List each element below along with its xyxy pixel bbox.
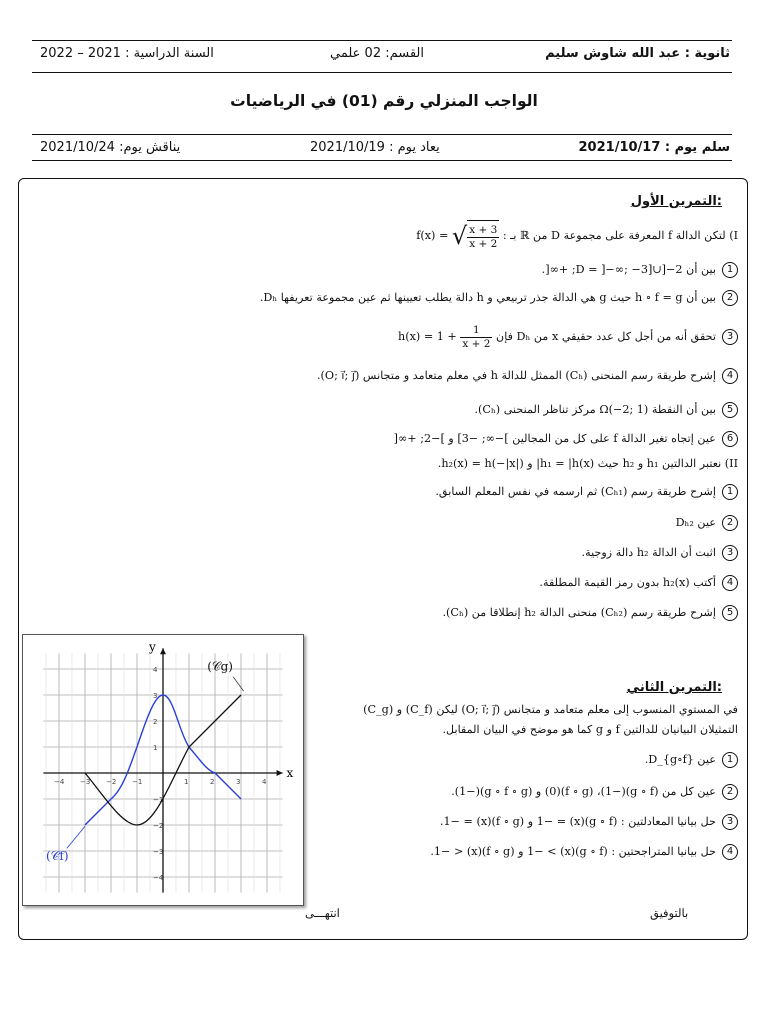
h-numerator: 1 xyxy=(460,324,492,338)
function-graph xyxy=(22,634,304,906)
item-number: 4 xyxy=(722,368,738,384)
item-text: بين أن h ∘ f = g حيث g هي الدالة جذر تربيعي و h دالة يطلب تعيينها ثم عين مجموعة تعريفها Dₕ. xyxy=(259,291,716,304)
item-number: 5 xyxy=(722,402,738,418)
header-bottom-rule xyxy=(32,160,732,161)
f-numerator: x + 3 xyxy=(469,223,498,236)
item-text: بين أن النقطة Ω(−2; 1) مركز تناظر المنحنى (Cₕ). xyxy=(474,403,716,416)
y-tick-label: −3 xyxy=(153,848,164,856)
ex1-part2-item-5 xyxy=(442,605,738,621)
x-axis-arrow xyxy=(277,770,283,776)
ex1-item-3 xyxy=(398,322,738,352)
header-top-rule xyxy=(32,40,732,41)
ex2-item-3 xyxy=(440,814,738,830)
item-text: إشرح طريقة رسم المنحنى (Cₕ) الممثل للدالة h في معلم متعامد و متجانس (O; i⃗; j⃗). xyxy=(317,369,716,382)
item-number: 4 xyxy=(722,575,738,591)
ex1-item-1 xyxy=(542,262,738,278)
y-tick-label: −4 xyxy=(153,874,164,882)
exercise1-title: التمرين الأول: xyxy=(630,194,722,209)
x-tick-label: −3 xyxy=(80,778,91,786)
f-definition xyxy=(416,222,499,250)
y-tick-label: −1 xyxy=(153,796,164,804)
item-number: 2 xyxy=(722,290,738,306)
sqrt-body xyxy=(467,220,499,252)
x-tick-label: −2 xyxy=(106,778,117,786)
f-curve-label: (𝒞f) xyxy=(46,849,69,864)
h-denominator: x + 2 xyxy=(462,337,491,350)
item-number: 2 xyxy=(722,515,738,531)
item-text: حل بيانيا المعادلتين : (g ∘ f)(x) = −1 و (f ∘ g)(x) = −1. xyxy=(439,815,716,828)
item-number: 6 xyxy=(722,431,738,447)
f-label-pointer xyxy=(67,826,85,848)
exercise2-intro-1: في المستوي المنسوب إلى معلم متعامد و متجانس (O; i⃗; j⃗) ليكن (C_f) و (C_g) xyxy=(363,703,738,716)
ex1-part2-intro: II) نعتبر الدالتين h₁ و h₂ حيث h₁ = |h(x)| و h₂(x) = h(−|x|). xyxy=(437,457,738,470)
item-number: 1 xyxy=(722,484,738,500)
x-tick-label: 3 xyxy=(236,778,241,786)
x-tick-label: 2 xyxy=(210,778,215,786)
ex1-item-4 xyxy=(317,368,738,384)
item-number: 3 xyxy=(722,814,738,830)
page-title: الواجب المنزلي رقم (01) في الرياضيات xyxy=(230,92,538,110)
header-rule-3 xyxy=(32,134,732,135)
ex2-item-4 xyxy=(430,844,738,860)
return-date: يعاد يوم : 2021/10/19 xyxy=(310,140,440,155)
f-denominator: x + 2 xyxy=(469,237,498,250)
y-axis-arrow xyxy=(160,648,166,654)
ex2-item-2 xyxy=(451,784,738,800)
ex1-item-2 xyxy=(260,290,738,306)
good-luck-text: بالتوفيق xyxy=(650,906,689,920)
school-name: ثانوية : عبد الله شاوش سليم xyxy=(545,46,730,61)
exercise2-intro-2: التمثيلان البيانيان للدالتين f و g كما هو موضح في البيان المقابل. xyxy=(442,723,738,736)
x-tick-label: −1 xyxy=(132,778,143,786)
ex1-part2-item-2 xyxy=(676,515,738,531)
x-tick-label: 1 xyxy=(184,778,189,786)
graph-svg xyxy=(23,635,303,905)
ex1-item-5 xyxy=(474,402,738,418)
item-number: 3 xyxy=(722,545,738,561)
exercise2-title: التمرين الثاني: xyxy=(626,680,722,695)
y-axis-label: y xyxy=(149,639,156,654)
item-text: إشرح طريقة رسم (Cₕ₁) ثم ارسمه في نفس المعلم السابق. xyxy=(435,485,716,498)
given-date: سلم يوم : 2021/10/17 xyxy=(578,140,730,155)
ex2-item-1 xyxy=(645,752,738,768)
f-definition-lhs: f(x) = xyxy=(416,229,452,242)
item-text: عين كل من (g ∘ f)(−1)، (f ∘ g)(0) و (g ∘ f ∘ g)(−1). xyxy=(451,785,716,798)
item-number: 3 xyxy=(722,329,738,345)
y-tick-label: 4 xyxy=(153,666,158,674)
item-number: 1 xyxy=(722,752,738,768)
item-text: عين إتجاه تغير الدالة f على كل من المجالين ]−∞; −3] و ]−2; +∞[ xyxy=(393,432,716,445)
h-formula-lhs: h(x) = 1 + xyxy=(398,330,461,343)
g-label-pointer xyxy=(233,677,243,691)
exercise1-intro-text: I) لتكن الدالة f المعرفة على مجموعة D من ℝ بـ : xyxy=(502,229,738,242)
section-label: القسم: 02 علمي xyxy=(330,46,425,61)
exercise1-intro xyxy=(416,220,738,252)
header-rule-2 xyxy=(32,72,732,73)
g-curve-label: (𝒞g) xyxy=(207,659,233,674)
item-number: 1 xyxy=(722,262,738,278)
y-tick-label: 2 xyxy=(153,718,158,726)
discussion-date: يناقش يوم: 2021/10/24 xyxy=(40,140,181,155)
school-year: السنة الدراسية : 2021 – 2022 xyxy=(40,46,214,61)
ex1-part2-item-3 xyxy=(582,545,738,561)
ex1-part2-item-1 xyxy=(435,484,738,500)
item-text: تحقق أنه من أجل كل عدد حقيقي x من Dₕ فإن xyxy=(496,330,716,343)
x-tick-label: −4 xyxy=(54,778,65,786)
y-tick-label: 3 xyxy=(153,692,158,700)
item-number: 4 xyxy=(722,844,738,860)
item-text: حل بيانيا المتراجحتين : (g ∘ f)(x) > −1 و (f ∘ g)(x) < −1. xyxy=(430,845,716,858)
ex1-part2-item-4 xyxy=(539,575,738,591)
x-tick-label: 4 xyxy=(262,778,267,786)
y-tick-label: 1 xyxy=(153,744,158,752)
x-axis-label: x xyxy=(286,766,294,780)
item-text: اثبت أن الدالة h₂ دالة زوجية. xyxy=(581,546,716,559)
ex1-item-6 xyxy=(394,431,738,447)
item-number: 2 xyxy=(722,784,738,800)
item-text: عين Dₕ₂ xyxy=(675,516,716,529)
item-number: 5 xyxy=(722,605,738,621)
h-formula xyxy=(398,323,492,350)
item-text: بين أن D = ]−∞; −3]∪]−2; +∞[. xyxy=(541,263,716,276)
item-text: أكتب h₂(x) بدون رمز القيمة المطلقة. xyxy=(539,576,716,589)
y-tick-label: −2 xyxy=(153,822,164,830)
item-text: عين D_{g∘f}. xyxy=(644,753,716,766)
item-text: إشرح طريقة رسم (Cₕ₂) منحنى الدالة h₂ إنطلاقا من (Cₕ). xyxy=(442,606,716,619)
end-text: انتهـــى xyxy=(305,906,340,920)
sqrt-symbol: √ xyxy=(451,222,468,250)
